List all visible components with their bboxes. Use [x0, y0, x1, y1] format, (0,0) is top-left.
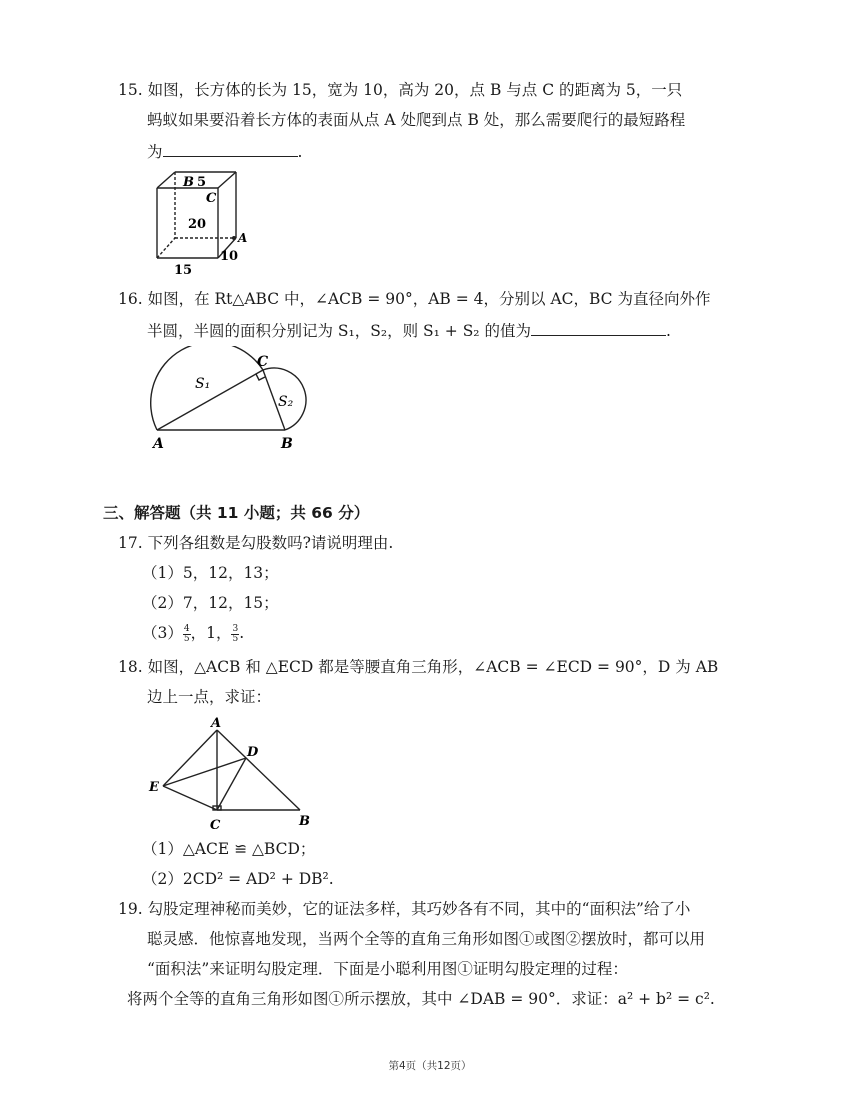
q18-label-C: C [210, 818, 221, 833]
q18-item1: （1）△ACE ≌ △BCD； [142, 840, 316, 858]
q15-label-20: 20 [188, 217, 207, 232]
q17-item3-mid: ，1， [190, 624, 232, 642]
q16-line2 [147, 319, 671, 341]
q16-label-S2: S₂ [278, 394, 294, 410]
q18-label-B: B [299, 814, 310, 829]
q18-item2: （2）2CD² = AD² + DB². [142, 870, 334, 888]
q17-item1: （1）5，12，13； [142, 564, 279, 582]
q15-label-5: 5 [197, 175, 207, 190]
page-footer: 第4页（共12页） [388, 1060, 472, 1072]
q15-label-B: B [183, 175, 194, 190]
q16-line1: 16. 如图，在 Rt△ABC 中，∠ACB = 90°，AB = 4，分别以 AC，BC 为直径向外作 [118, 290, 711, 308]
q16-label-B: B [281, 436, 293, 452]
q19-line2: 聪灵感．他惊喜地发现，当两个全等的直角三角形如图①或图②摆放时，都可以用 [147, 930, 706, 948]
q17-frac2-numerator: 3 [232, 623, 239, 634]
q17-frac1-denominator: 5 [183, 633, 190, 644]
q17-frac2-denominator: 5 [232, 633, 239, 644]
q15-label-C: C [206, 191, 217, 206]
q16-label-S1: S₁ [195, 376, 211, 392]
q16-answer-blank[interactable] [531, 319, 666, 336]
section-title: 三、解答题（共 11 小题；共 66 分） [103, 504, 370, 522]
q18-label-A: A [211, 716, 222, 731]
q16-line2-suffix: . [665, 322, 671, 340]
q15-line3-suffix: . [297, 143, 303, 161]
q17-fraction-1 [183, 625, 191, 644]
q17-stem: 17. 下列各组数是勾股数吗?请说明理由. [118, 534, 394, 552]
q18-label-D: D [247, 745, 259, 760]
q18-line2: 边上一点，求证： [147, 688, 272, 706]
q15-line3 [147, 140, 302, 162]
q18-label-E: E [149, 780, 159, 795]
q17-item2: （2）7，12，15； [142, 594, 279, 612]
q16-line2-prefix: 半圆，半圆的面积分别记为 S₁，S₂，则 S₁ + S₂ 的值为 [147, 322, 531, 340]
q15-line1: 15. 如图，长方体的长为 15，宽为 10，高为 20，点 B 与点 C 的距离为 5，一只 [118, 81, 683, 99]
q17-item3-prefix: （3） [142, 624, 183, 642]
q15-cuboid-figure [150, 166, 250, 278]
q16-label-C: C [257, 354, 269, 370]
q15-label-A: A [238, 231, 248, 245]
q19-line3: “面积法”来证明勾股定理．下面是小聪利用图①证明勾股定理的过程： [147, 960, 628, 978]
q15-answer-blank[interactable] [163, 140, 298, 157]
q19-line1: 19. 勾股定理神秘而美妙，它的证法多样，其巧妙各有不同，其中的“面积法”给了小 [118, 900, 691, 918]
q16-label-A: A [153, 436, 164, 452]
q18-triangles-figure [145, 714, 325, 836]
q15-line3-prefix: 为 [147, 143, 163, 161]
q17-item3 [142, 623, 244, 644]
q19-line4: 将两个全等的直角三角形如图①所示摆放，其中 ∠DAB = 90°．求证：a² + b² = c². [127, 990, 715, 1008]
q18-line1: 18. 如图，△ACB 和 △ECD 都是等腰直角三角形，∠ACB = ∠ECD = 90°，D 为 AB [118, 658, 719, 676]
q15-label-15: 15 [174, 263, 193, 278]
q17-item3-suffix: . [239, 624, 245, 642]
q17-frac1-numerator: 4 [183, 623, 190, 634]
q16-semicircle-figure [145, 346, 320, 456]
q15-line2: 蚂蚁如果要沿着长方体的表面从点 A 处爬到点 B 处，那么需要爬行的最短路程 [147, 111, 686, 129]
q15-label-10: 10 [220, 249, 239, 264]
